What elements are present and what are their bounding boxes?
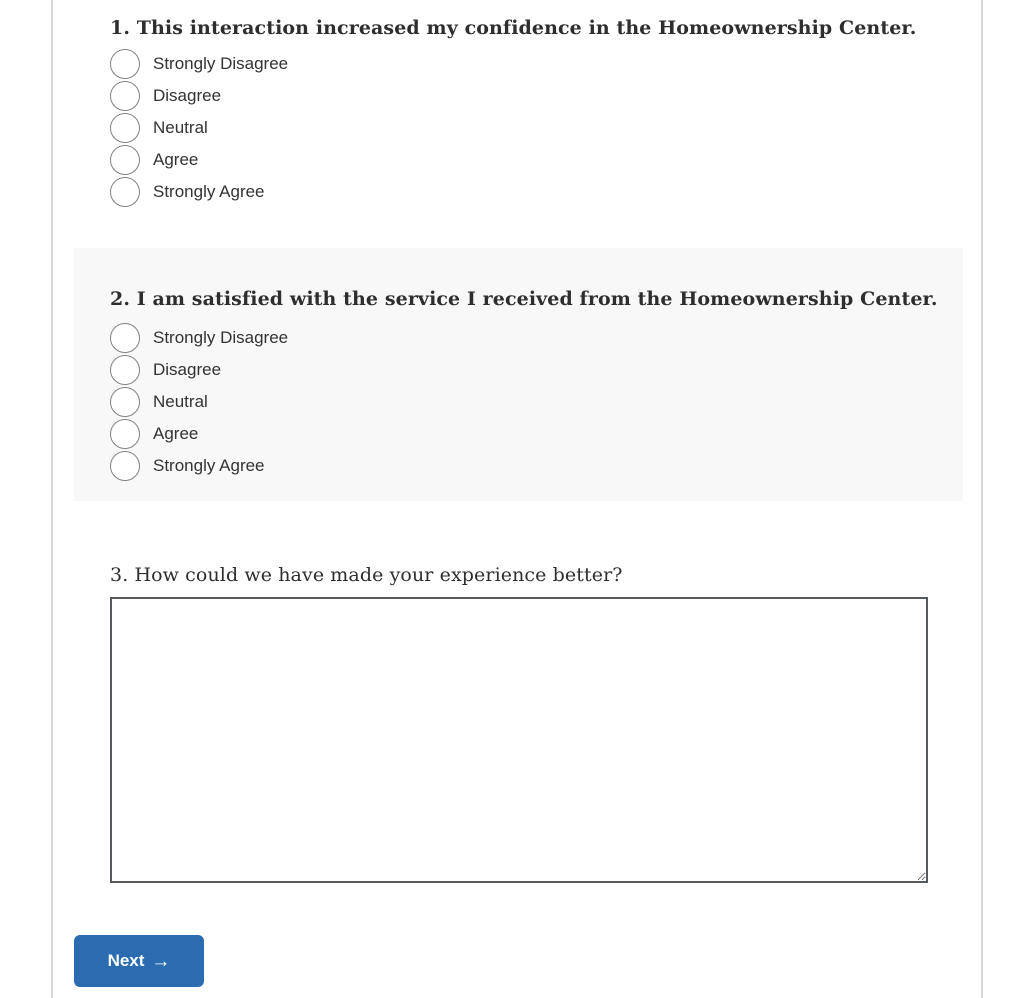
- question-2: [74, 248, 963, 501]
- option-label: Agree: [153, 150, 199, 169]
- option-label: Neutral: [153, 392, 208, 411]
- radio-button-icon[interactable]: [110, 451, 140, 481]
- radio-button-icon[interactable]: [110, 49, 140, 79]
- option-label: Disagree: [153, 360, 222, 379]
- question-1-title: 1. This interaction increased my confidence in the Homeownership Center.: [110, 17, 917, 39]
- question-2-title: 2. I am satisfied with the service I received from the Homeownership Center.: [110, 288, 938, 310]
- radio-button-icon[interactable]: [110, 145, 140, 175]
- radio-button-icon[interactable]: [110, 419, 140, 449]
- survey-form-panel: [51, 0, 983, 998]
- option-label: Strongly Disagree: [153, 54, 289, 73]
- radio-option-strongly-disagree[interactable]: [110, 48, 981, 80]
- radio-option-strongly-agree[interactable]: [110, 176, 981, 208]
- option-label: Neutral: [153, 118, 208, 137]
- radio-button-icon[interactable]: [110, 113, 140, 143]
- option-label: Agree: [153, 424, 199, 443]
- question-3: [53, 562, 981, 883]
- radio-button-icon[interactable]: [110, 81, 140, 111]
- radio-option-disagree[interactable]: [110, 354, 963, 386]
- arrow-right-icon: →: [151, 950, 171, 972]
- next-button[interactable]: [74, 935, 204, 987]
- question-1-options: [110, 48, 981, 208]
- question-2-options: [110, 322, 963, 482]
- radio-button-icon[interactable]: [110, 387, 140, 417]
- radio-option-neutral[interactable]: [110, 386, 963, 418]
- option-label: Strongly Disagree: [153, 328, 289, 347]
- option-label: Strongly Agree: [153, 182, 265, 201]
- next-button-label: Next: [107, 951, 145, 970]
- radio-option-strongly-agree[interactable]: [110, 450, 963, 482]
- radio-option-disagree[interactable]: [110, 80, 981, 112]
- radio-button-icon[interactable]: [110, 177, 140, 207]
- radio-option-strongly-disagree[interactable]: [110, 322, 963, 354]
- radio-option-agree[interactable]: [110, 144, 981, 176]
- radio-button-icon[interactable]: [110, 323, 140, 353]
- question-3-title: 3. How could we have made your experience better?: [110, 564, 623, 586]
- radio-button-icon[interactable]: [110, 355, 140, 385]
- radio-option-agree[interactable]: [110, 418, 963, 450]
- radio-option-neutral[interactable]: [110, 112, 981, 144]
- option-label: Strongly Agree: [153, 456, 265, 475]
- question-1: [53, 0, 981, 208]
- answer-textarea[interactable]: [110, 597, 928, 883]
- option-label: Disagree: [153, 86, 222, 105]
